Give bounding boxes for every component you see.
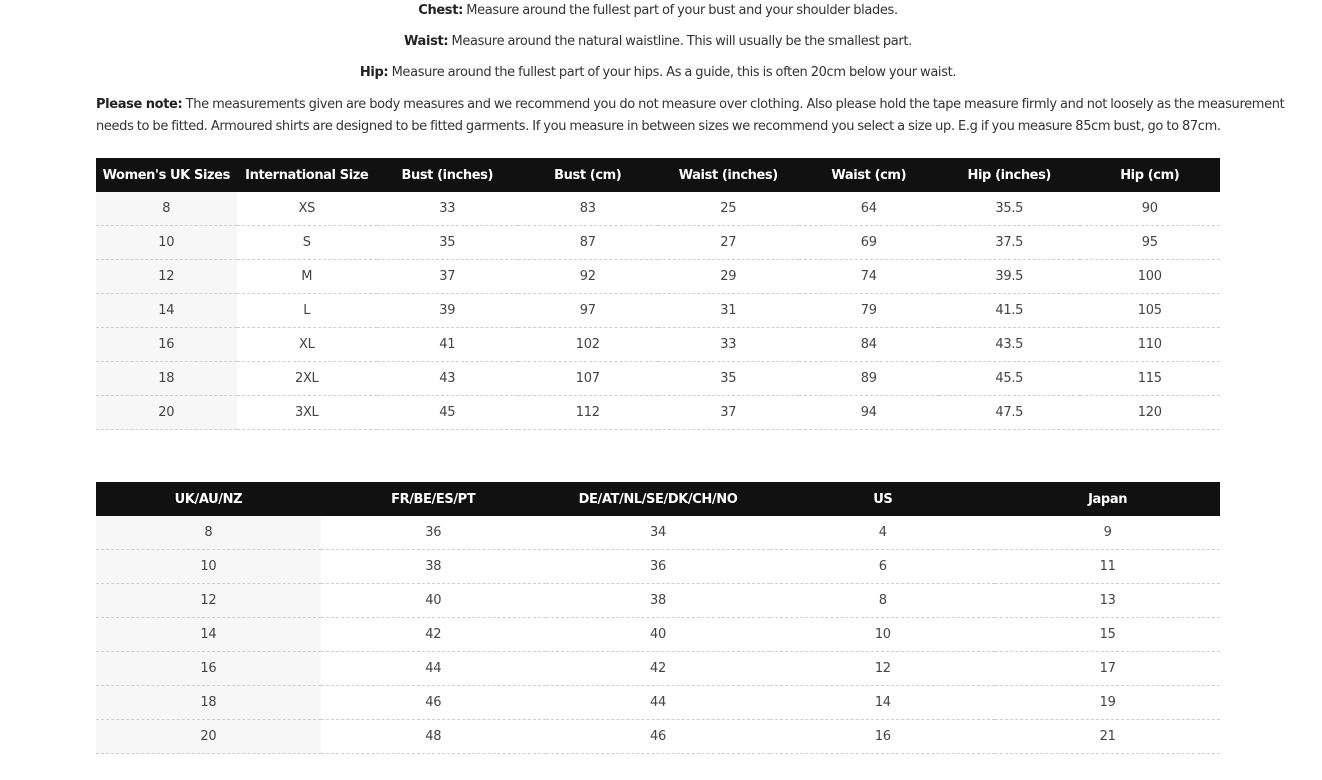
note-label: Chest: [418,3,463,18]
table-row [96,618,1220,652]
please-note [96,94,1285,138]
note-label: Hip: [359,65,389,80]
table-body [96,516,1220,754]
table-row [96,686,1220,720]
column-header: Women's UK Sizes [96,158,237,192]
column-header: Waist (inches) [658,158,799,192]
table-cell: 46 [321,686,546,720]
column-header: Waist (cm) [799,158,940,192]
table-row [96,584,1220,618]
table-cell: 14 [96,618,321,652]
table-cell: 107 [518,362,659,396]
table-row [96,516,1220,550]
please-note-line-1 [96,94,1285,116]
table-cell: 16 [770,720,995,754]
table-cell: 79 [799,294,940,328]
womens-size-chart-table [96,158,1220,430]
table-cell: 13 [995,584,1220,618]
table-row [96,260,1220,294]
chest-note [96,2,1220,20]
note-label: Waist: [404,34,449,49]
table-cell: 115 [1080,362,1221,396]
table-cell: 4 [770,516,995,550]
table-row [96,192,1220,226]
table-row [96,396,1220,430]
table-cell: 17 [995,652,1220,686]
table-cell: 100 [1080,260,1221,294]
table-cell: 112 [518,396,659,430]
table-cell: 16 [96,328,237,362]
table-cell: 42 [321,618,546,652]
table-cell: 35 [658,362,799,396]
table-cell: 37 [658,396,799,430]
table-cell: 33 [658,328,799,362]
column-header: DE/AT/NL/SE/DK/CH/NO [546,482,771,516]
table-cell: 102 [518,328,659,362]
table-cell: S [237,226,378,260]
table-cell: 8 [770,584,995,618]
table-cell: 25 [658,192,799,226]
column-header: FR/BE/ES/PT [321,482,546,516]
note-text: The measurements given are body measures and we recommend you do not measure over clothing. Also please hold the tape measure firmly and not loosely as the measurement [182,97,1285,112]
table-cell: 14 [96,294,237,328]
table-cell: 35 [377,226,518,260]
table-cell: 8 [96,516,321,550]
table-cell: 74 [799,260,940,294]
table-cell: M [237,260,378,294]
table-row [96,550,1220,584]
header-row [96,158,1220,192]
table-cell: XL [237,328,378,362]
table-cell: 19 [995,686,1220,720]
table-cell: 37.5 [939,226,1080,260]
table-cell: 2XL [237,362,378,396]
table-cell: 29 [658,260,799,294]
table-cell: 18 [96,362,237,396]
table-cell: XS [237,192,378,226]
table-cell: 33 [377,192,518,226]
column-header: International Size [237,158,378,192]
table-cell: 14 [770,686,995,720]
column-header: US [770,482,995,516]
table-cell: 42 [546,652,771,686]
column-header: UK/AU/NZ [96,482,321,516]
hip-note [96,64,1220,82]
column-header: Hip (cm) [1080,158,1221,192]
table-cell: 38 [321,550,546,584]
table-cell: 34 [546,516,771,550]
table-cell: 41.5 [939,294,1080,328]
table-cell: 27 [658,226,799,260]
table-cell: 6 [770,550,995,584]
table-row [96,226,1220,260]
table-cell: 35.5 [939,192,1080,226]
table-cell: 105 [1080,294,1221,328]
table-cell: 64 [799,192,940,226]
table-row [96,294,1220,328]
table-cell: 15 [995,618,1220,652]
table-cell: 44 [546,686,771,720]
table-cell: 46 [546,720,771,754]
table-row [96,362,1220,396]
table-cell: 40 [321,584,546,618]
table-row [96,328,1220,362]
table-cell: 36 [321,516,546,550]
column-header: Bust (cm) [518,158,659,192]
table-cell: 43 [377,362,518,396]
table-cell: 83 [518,192,659,226]
note-text: Measure around the fullest part of your hips. As a guide, this is often 20cm below your waist. [388,65,957,80]
header-row [96,482,1220,516]
table-cell: 9 [995,516,1220,550]
table-cell: 39 [377,294,518,328]
table-cell: 12 [770,652,995,686]
table-body [96,192,1220,430]
table-cell: 11 [995,550,1220,584]
column-header: Bust (inches) [377,158,518,192]
table-cell: 10 [770,618,995,652]
table-cell: 43.5 [939,328,1080,362]
table-row [96,720,1220,754]
table-cell: 41 [377,328,518,362]
table-cell: 37 [377,260,518,294]
table-cell: 39.5 [939,260,1080,294]
note-text: Measure around the fullest part of your bust and your shoulder blades. [462,3,898,18]
table-cell: 94 [799,396,940,430]
table-cell: 21 [995,720,1220,754]
table-cell: 3XL [237,396,378,430]
table-cell: 69 [799,226,940,260]
table-cell: 10 [96,226,237,260]
table-cell: 16 [96,652,321,686]
table-cell: 44 [321,652,546,686]
table-cell: 36 [546,550,771,584]
table-cell: 92 [518,260,659,294]
table-cell: L [237,294,378,328]
note-text: Measure around the natural waistline. This will usually be the smallest part. [448,34,912,49]
table-cell: 20 [96,720,321,754]
please-note-line-2: needs to be fitted. Armoured shirts are designed to be fitted garments. If you measure in between sizes we recommend you select a size up. E.g if you measure 85cm bust, go to 87cm. [96,119,1221,134]
table-cell: 12 [96,584,321,618]
table-cell: 95 [1080,226,1221,260]
table-cell: 8 [96,192,237,226]
table-cell: 45 [377,396,518,430]
table-cell: 20 [96,396,237,430]
column-header: Hip (inches) [939,158,1080,192]
note-label: Please note: [96,97,183,112]
table-cell: 18 [96,686,321,720]
waist-note [96,33,1220,51]
international-size-conversion-table [96,482,1220,754]
table-cell: 97 [518,294,659,328]
table-cell: 84 [799,328,940,362]
table-cell: 12 [96,260,237,294]
table-cell: 90 [1080,192,1221,226]
table-header [96,482,1220,516]
table-cell: 48 [321,720,546,754]
table-cell: 45.5 [939,362,1080,396]
table-cell: 10 [96,550,321,584]
table-row [96,652,1220,686]
table-cell: 120 [1080,396,1221,430]
table-cell: 40 [546,618,771,652]
table-cell: 87 [518,226,659,260]
table-cell: 110 [1080,328,1221,362]
table-cell: 89 [799,362,940,396]
column-header: Japan [995,482,1220,516]
table-header [96,158,1220,192]
table-cell: 31 [658,294,799,328]
table-cell: 47.5 [939,396,1080,430]
table-cell: 38 [546,584,771,618]
